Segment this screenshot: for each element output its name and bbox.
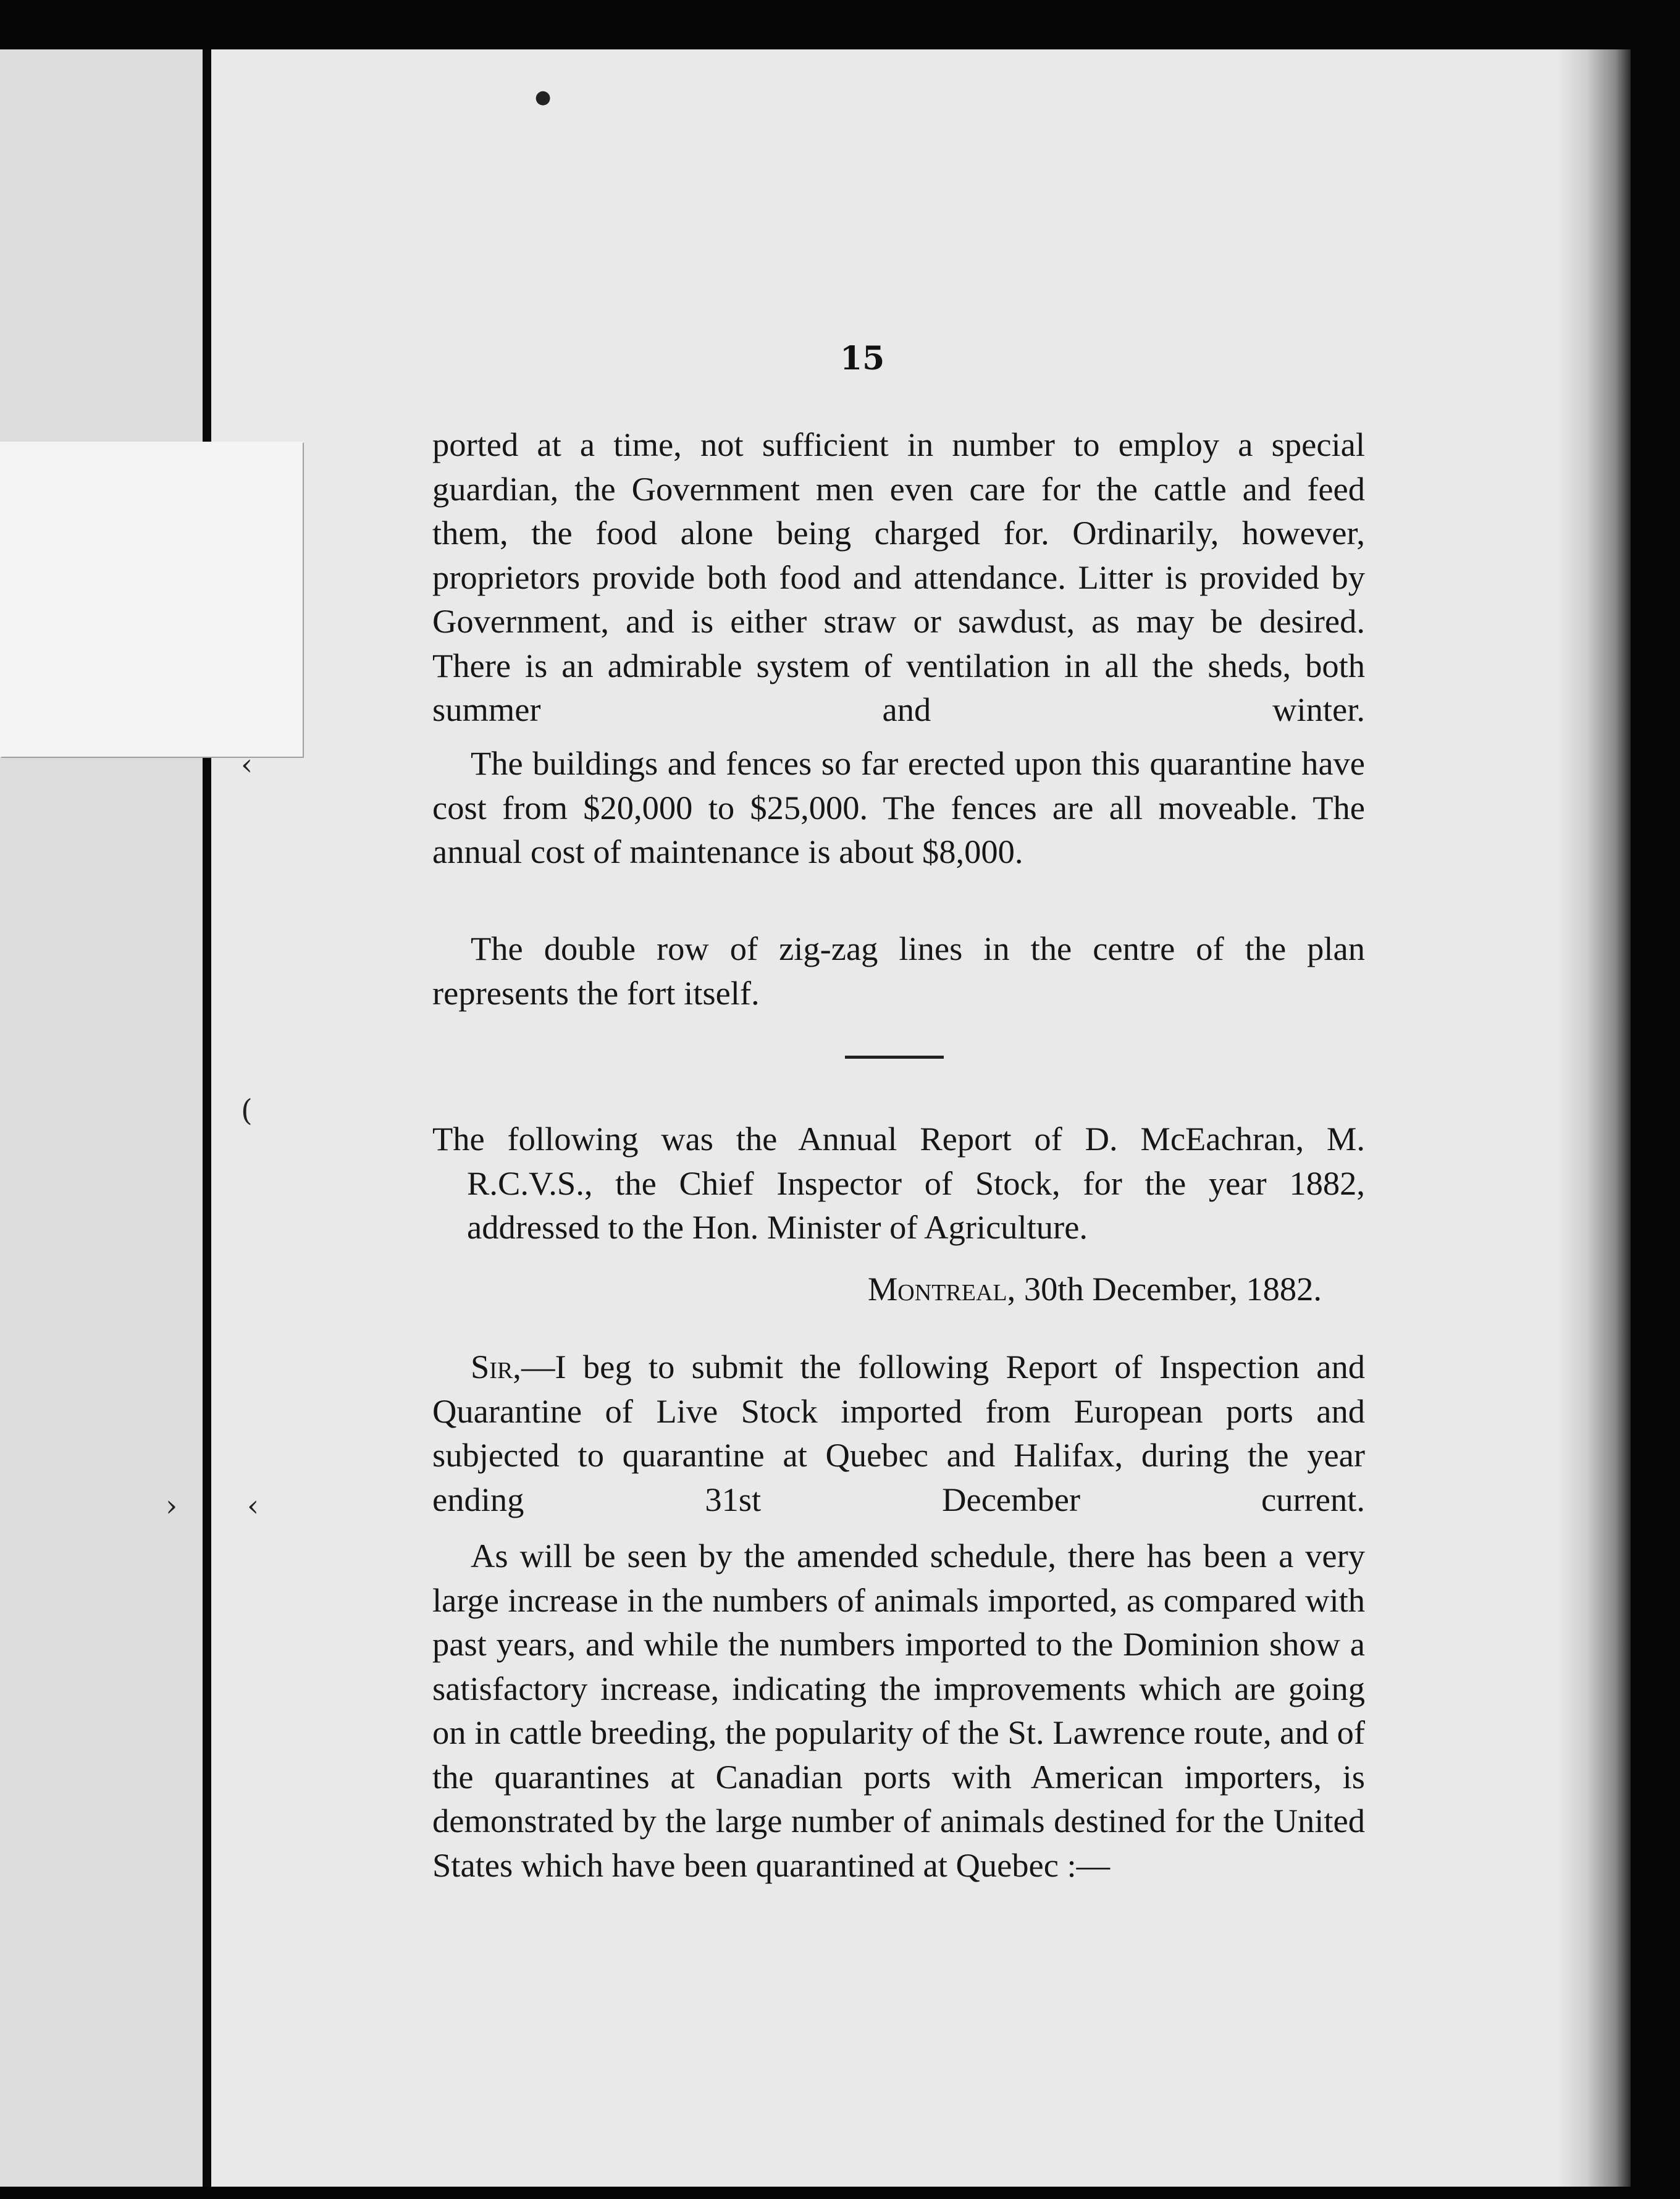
letter-opening-text: —I beg to submit the following Report of Inspection and Quarantine of Live Stock imported from European ports and subjected to quarantine at Quebec and Halifax, during the year ending 31st December current.	[432, 1348, 1365, 1518]
margin-mark: (	[241, 1093, 253, 1128]
paragraph-plan-note	[432, 927, 1365, 1015]
paragraph-quarantine-care: ported at a time, not sufficient in number to employ a special guardian, the Government men even care for the cattle and feed them, the food alone being charged for. Ordinarily, however, proprietors provide both food and attendance. Litter is provided by Government, and is either straw or sawdust, as may be desired. There is an admirable system of ventilation in all the sheds, both summer and winter.	[432, 426, 1365, 728]
book-gutter	[203, 49, 211, 2187]
letter-opening-paragraph	[432, 1345, 1365, 1521]
margin-mark: ‹	[247, 1489, 259, 1523]
letter-salutation: Sir,	[471, 1348, 521, 1385]
letter-schedule-paragraph	[432, 1534, 1365, 1887]
section-divider	[845, 1056, 944, 1059]
letter-schedule-text: As will be seen by the amended schedule, there has been a very large increase in the numbers of animals imported, as compared with past years, and while the numbers imported to the Dominion show a satisfactory increase, indicating the improvements which are going on in cattle breeding, the popularity of the St. Lawrence route, and of the quarantines at Canadian ports with American importers, is demonstrated by the large number of animals destined for the United States which have been quarantined at Quebec :—	[432, 1537, 1365, 1884]
dateline-date: 30th December, 1882.	[1023, 1270, 1322, 1308]
paper-slip	[0, 442, 303, 757]
page-binding-shadow	[1556, 49, 1631, 2187]
previous-page-margin	[0, 49, 204, 2187]
dateline-place: Montreal,	[867, 1270, 1016, 1308]
page-number: 15	[840, 340, 885, 377]
paragraph-plan-note-text: The double row of zig-zag lines in the centre of the plan represents the fort itself.	[432, 930, 1365, 1012]
ink-dot: ●	[535, 86, 552, 108]
paragraph-buildings-cost-text: The buildings and fences so far erected upon this quarantine have cost from $20,000 to $25,000. The fences are all moveable. The annual cost of maintenance is about $8,000.	[432, 744, 1365, 870]
report-introduction: The following was the Annual Report of D. McEachran, M. R.C.V.S., the Chief Inspector of Stock, for the year 1882, addressed to the Hon. Minister of Agriculture.	[432, 1120, 1365, 1246]
margin-mark: ›	[166, 1489, 178, 1523]
letter-dateline	[803, 1269, 1322, 1308]
paragraph-buildings-cost	[432, 741, 1365, 874]
margin-mark: ‹	[241, 747, 253, 782]
